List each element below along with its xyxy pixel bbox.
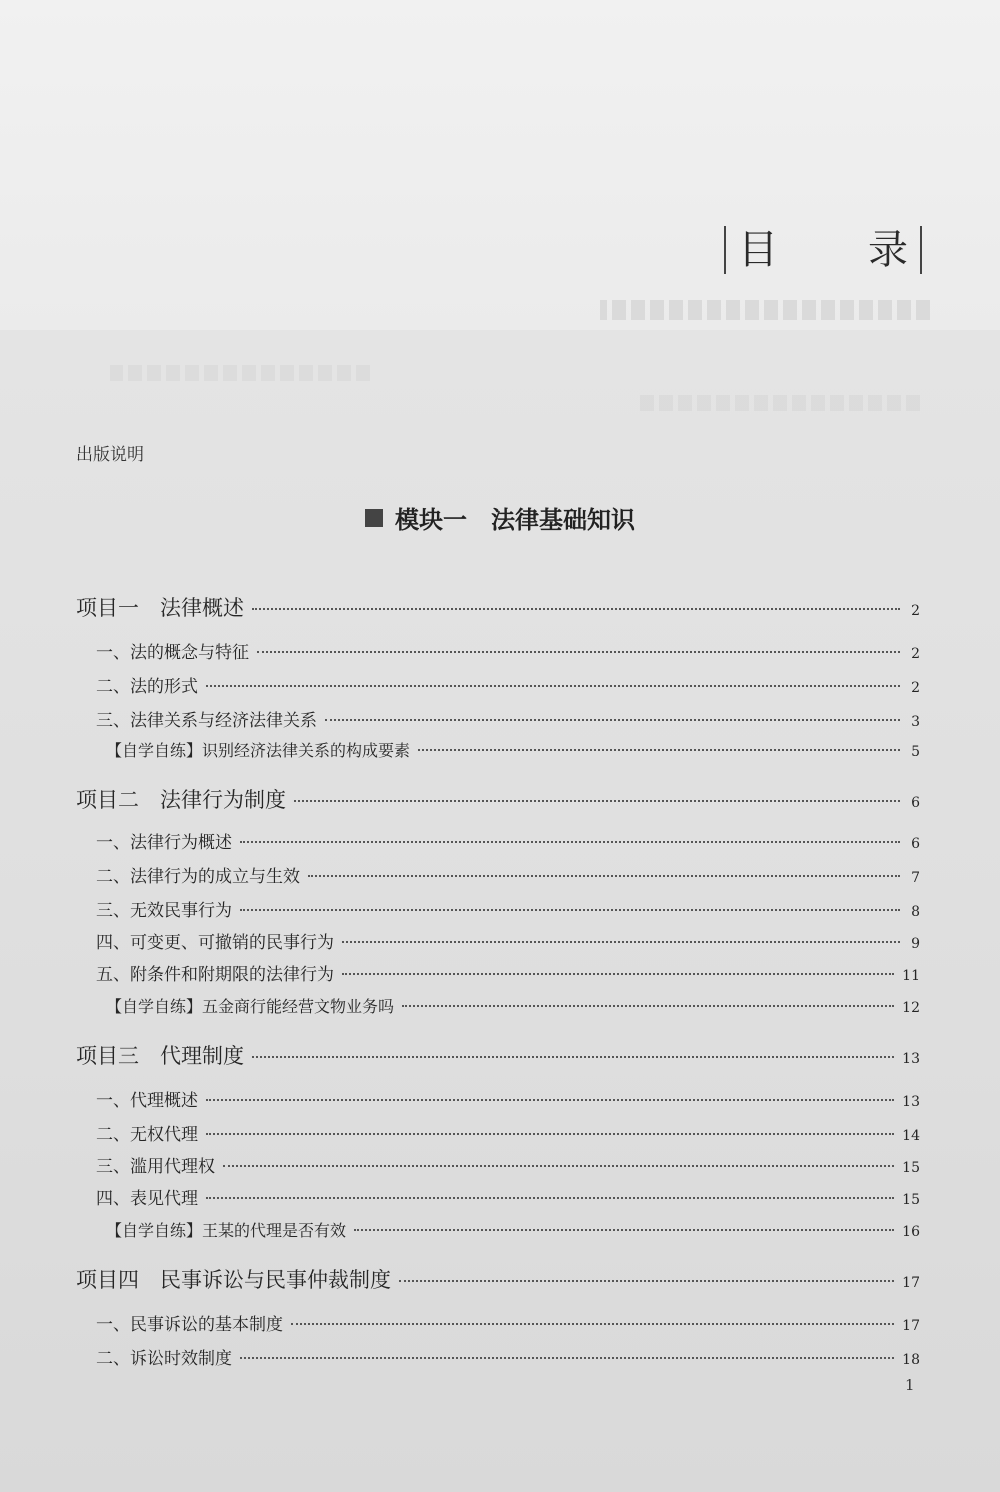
toc-entry-3-1[interactable]	[96, 1086, 920, 1111]
dot-leader	[342, 973, 894, 975]
toc-entry-page: 2	[911, 680, 920, 696]
toc-entry-label: 二、法的形式	[96, 677, 198, 697]
toc-entry-publication-note[interactable]: 出版说明	[76, 445, 144, 465]
toc-entry-label: 四、表见代理	[96, 1189, 198, 1209]
toc-entry-page: 2	[911, 603, 920, 619]
dot-leader	[418, 749, 900, 751]
toc-entry-label: 五、附条件和附期限的法律行为	[96, 965, 334, 985]
toc-entry-2-exercise[interactable]	[106, 994, 920, 1017]
dot-leader	[252, 1056, 894, 1058]
toc-entry-label: 项目四 民事诉讼与民事仲裁制度	[76, 1268, 391, 1292]
toc-title-char-1: 目	[738, 227, 778, 273]
toc-title	[724, 226, 922, 274]
toc-entry-label: 项目三 代理制度	[76, 1044, 244, 1068]
toc-entry-page: 15	[902, 1192, 920, 1208]
dot-leader	[308, 875, 900, 877]
toc-entry-1-3[interactable]	[96, 706, 920, 731]
dot-leader	[257, 651, 900, 653]
toc-entry-page: 3	[911, 714, 920, 730]
show-through-1	[600, 300, 930, 320]
toc-entry-page: 7	[911, 870, 920, 886]
toc-entry-label: 二、诉讼时效制度	[96, 1349, 232, 1369]
show-through-3	[640, 395, 920, 411]
toc-entry-2-1[interactable]	[96, 828, 920, 853]
toc-entry-page: 18	[902, 1352, 920, 1368]
square-bullet-icon	[365, 509, 383, 527]
module-heading	[0, 500, 1000, 535]
toc-entry-page: 9	[911, 936, 920, 952]
toc-entry-page: 15	[902, 1160, 920, 1176]
toc-entry-4-2[interactable]	[96, 1344, 920, 1369]
dot-leader	[240, 1357, 894, 1359]
toc-entry-2-3[interactable]	[96, 896, 920, 921]
show-through-2	[110, 365, 370, 381]
toc-entry-label: 一、代理概述	[96, 1091, 198, 1111]
toc-entry-3-exercise[interactable]	[106, 1218, 920, 1241]
toc-title-char-2: 录	[868, 227, 908, 273]
toc-entry-1-exercise[interactable]	[106, 738, 920, 761]
toc-entry-4-1[interactable]	[96, 1310, 920, 1335]
toc-entry-1-1[interactable]	[96, 638, 920, 663]
dot-leader	[342, 941, 900, 943]
toc-entry-page: 8	[911, 904, 920, 920]
toc-entry-label: 一、民事诉讼的基本制度	[96, 1315, 283, 1335]
toc-entry-label: 二、法律行为的成立与生效	[96, 867, 300, 887]
toc-entry-label: 一、法律行为概述	[96, 833, 232, 853]
dot-leader	[294, 800, 900, 802]
toc-entry-label: 项目一 法律概述	[76, 596, 244, 620]
toc-entry-page: 6	[911, 836, 920, 852]
dot-leader	[240, 841, 900, 843]
toc-entry-project-4[interactable]	[76, 1264, 920, 1294]
toc-entry-page: 11	[902, 968, 920, 984]
toc-entry-project-1[interactable]	[76, 592, 920, 622]
toc-entry-page: 12	[902, 1000, 920, 1016]
toc-entry-page: 16	[902, 1224, 920, 1240]
toc-entry-label: 【自学自练】王某的代理是否有效	[106, 1221, 347, 1240]
page-top-band	[0, 0, 1000, 330]
toc-entry-1-2[interactable]	[96, 672, 920, 697]
dot-leader	[223, 1165, 894, 1167]
dot-leader	[291, 1323, 894, 1325]
module-heading-text: 模块一 法律基础知识	[395, 505, 635, 534]
toc-entry-3-3[interactable]	[96, 1152, 920, 1177]
toc-entry-label: 四、可变更、可撤销的民事行为	[96, 933, 334, 953]
toc-entry-2-2[interactable]	[96, 862, 920, 887]
toc-entry-page: 5	[911, 744, 920, 760]
toc-entry-3-2[interactable]	[96, 1120, 920, 1145]
toc-entry-label: 三、法律关系与经济法律关系	[96, 711, 317, 731]
toc-entry-page: 17	[902, 1318, 920, 1334]
toc-entry-2-5[interactable]	[96, 960, 920, 985]
toc-entry-label: 项目二 法律行为制度	[76, 788, 286, 812]
dot-leader	[206, 1197, 894, 1199]
dot-leader	[240, 909, 900, 911]
toc-entry-project-2[interactable]	[76, 784, 920, 814]
toc-entry-label: 【自学自练】五金商行能经营文物业务吗	[106, 997, 395, 1016]
toc-entry-page: 6	[911, 795, 920, 811]
toc-entry-page: 17	[902, 1275, 920, 1291]
dot-leader	[206, 1099, 894, 1101]
page-number: 1	[905, 1376, 915, 1394]
toc-entry-page: 13	[902, 1094, 920, 1110]
toc-entry-label: 【自学自练】识别经济法律关系的构成要素	[106, 741, 411, 760]
toc-entry-label: 三、无效民事行为	[96, 901, 232, 921]
toc-entry-label: 三、滥用代理权	[96, 1157, 215, 1177]
dot-leader	[399, 1280, 894, 1282]
dot-leader	[354, 1229, 894, 1231]
dot-leader	[206, 1133, 894, 1135]
dot-leader	[206, 685, 900, 687]
dot-leader	[325, 719, 900, 721]
dot-leader	[252, 608, 900, 610]
dot-leader	[402, 1005, 894, 1007]
toc-entry-page: 14	[902, 1128, 920, 1144]
toc-entry-page: 13	[902, 1051, 920, 1067]
toc-entry-page: 2	[911, 646, 920, 662]
toc-entry-project-3[interactable]	[76, 1040, 920, 1070]
toc-entry-2-4[interactable]	[96, 928, 920, 953]
toc-entry-label: 一、法的概念与特征	[96, 643, 249, 663]
toc-entry-label: 二、无权代理	[96, 1125, 198, 1145]
toc-entry-3-4[interactable]	[96, 1184, 920, 1209]
